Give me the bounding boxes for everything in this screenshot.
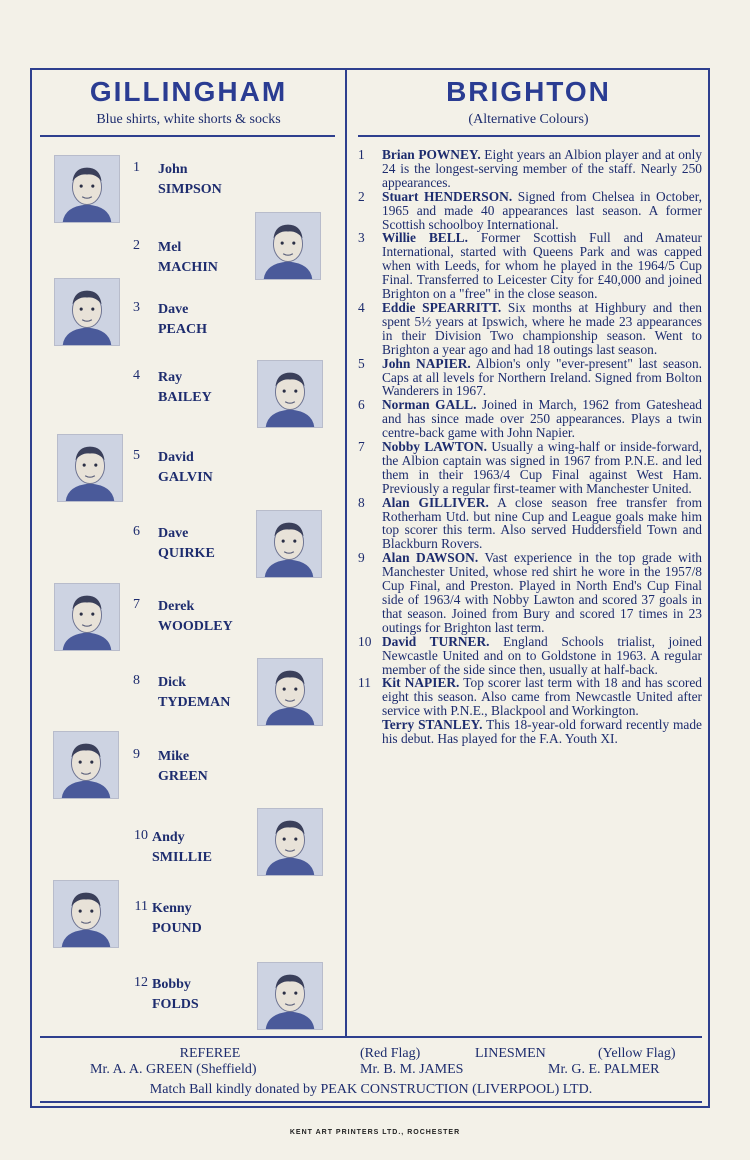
home-player-number: 8 <box>133 673 140 688</box>
player-photo-folds <box>257 962 323 1030</box>
home-player-name: Dave QUIRKE <box>158 526 215 561</box>
linesman-2: Mr. G. E. PALMER <box>548 1062 660 1077</box>
home-player-number: 11 <box>134 899 148 914</box>
player-photo-simpson <box>54 155 120 223</box>
home-player-number: 9 <box>133 747 140 762</box>
home-player-name: Ray BAILEY <box>158 370 212 405</box>
away-player-notes <box>356 148 702 746</box>
player-note: 6 Norman GALL. Joined in March, 1962 from Gateshead and has since made over 250 appearances. Plays a twin centre-back game with John Napier. <box>358 397 702 441</box>
player-note: 2 Stuart HENDERSON. Signed from Chelsea in October, 1965 and made 40 appearances last season. A former Scottish schoolboy International. <box>358 188 702 232</box>
player-note: 4 Eddie SPEARRITT. Six months at Highbury and then spent 5½ years at Ipswich, where he made 23 appearances in their Division Two championship season. Went to Brighton a year ago and had 18 outings last season. <box>358 299 702 357</box>
player-photo-smillie <box>257 808 323 876</box>
player-note: 1 Brian POWNEY. Eight years an Albion player and at only 24 is the longest-serving member of the staff. Nearly 250 appearances. <box>358 147 702 190</box>
home-player-number: 1 <box>133 160 140 175</box>
home-team-title: GILLINGHAM <box>89 76 288 107</box>
referee-name: Mr. A. A. GREEN (Sheffield) <box>90 1062 257 1077</box>
home-player-name: Dave PEACH <box>158 302 207 337</box>
home-player-name: David GALVIN <box>158 450 213 485</box>
player-note: 7 Nobby LAWTON. Usually a wing-half or inside-forward, the Albion captain was signed in 1967 from P.N.E. and led them in their 1963/4 Cup Final against West Ham. Previously a regular first-teamer with Manchester United. <box>358 439 702 496</box>
linesmen-label: LINESMEN <box>475 1046 546 1061</box>
away-team-title: BRIGHTON <box>446 76 611 107</box>
officials-rule <box>40 1036 702 1038</box>
player-photo-woodley <box>54 583 120 651</box>
away-header-rule <box>358 135 700 137</box>
player-photo-bailey <box>257 360 323 428</box>
home-player-number: 4 <box>133 368 140 383</box>
player-photo-pound <box>53 880 119 948</box>
home-player-number: 5 <box>133 448 140 463</box>
player-photo-quirke <box>256 510 322 578</box>
yellow-flag-label: (Yellow Flag) <box>598 1046 676 1061</box>
column-divider <box>345 68 347 1036</box>
home-player-number: 3 <box>133 300 140 315</box>
printer-credit: KENT ART PRINTERS LTD., ROCHESTER <box>289 1129 461 1136</box>
home-player-number: 12 <box>134 975 148 990</box>
home-player-name: Kenny POUND <box>152 901 202 936</box>
home-team-colours: Blue shirts, white shorts & socks <box>96 112 281 127</box>
linesman-1: Mr. B. M. JAMES <box>360 1062 464 1077</box>
home-player-name: Mel MACHIN <box>158 240 218 275</box>
player-photo-tydeman <box>257 658 323 726</box>
home-player-number: 6 <box>133 524 140 539</box>
referee-label: REFEREE <box>179 1046 241 1061</box>
player-note: Terry STANLEY. This 18-year-old forward recently made his debut. Has played for the F.A. Youth XI. <box>382 717 703 747</box>
player-note: 9 Alan DAWSON. Vast experience in the top grade with Manchester United, whose red shirt he wore in the 1957/8 Cup Final, and Preston. Played in North End's Cup Final side of 1963/4 with Nobby Lawton and scored 37 goals in that season. Joined from Bury and scored 17 times in 23 outings for Brighton last term. <box>358 550 702 635</box>
home-player-name: Mike GREEN <box>158 749 208 784</box>
home-player-name: Dick TYDEMAN <box>158 675 231 710</box>
home-player-number: 10 <box>134 828 148 843</box>
home-player-number: 2 <box>133 238 140 253</box>
home-player-name: Derek WOODLEY <box>158 599 233 634</box>
player-note: 8 Alan GILLIVER. A close season free transfer from Rotherham Utd. but nine Cup and League goals make him top scorer this term. Also served Huddersfield Town and Blackburn Rovers. <box>358 494 702 552</box>
player-note: 3 Willie BELL. Former Scottish Full and Amateur International, started with Queens Park and was capped when with Leeds, for whom he played in the 1964/5 Cup Final. Transferred to Leicester City for £40,000 and joined Brighton on a "free" in the close season. <box>358 230 702 302</box>
player-photo-peach <box>54 278 120 346</box>
player-note: 5 John NAPIER. Albion's only "ever-present" last season. Caps at all levels for Northern Ireland. Signed from Bolton Wanderers in 1967. <box>358 355 702 399</box>
player-note: 11 Kit NAPIER. Top scorer last term with 18 and has scored eight this season. Also came from Newcastle United after service with P.N.E., Blackpool and Workington. <box>358 675 703 719</box>
home-player-number: 7 <box>133 597 140 612</box>
red-flag-label: (Red Flag) <box>360 1046 421 1061</box>
home-player-name: John SIMPSON <box>158 162 222 197</box>
player-photo-galvin <box>57 434 123 502</box>
match-ball-sponsor: Match Ball kindly donated by PEAK CONSTRUCTION (LIVERPOOL) LTD. <box>149 1082 593 1097</box>
home-player-name: Andy SMILLIE <box>152 830 212 865</box>
home-player-name: Bobby FOLDS <box>152 977 199 1012</box>
player-photo-machin <box>255 212 321 280</box>
player-note: 10 David TURNER. England Schools trialist, joined Newcastle United and on to Goldstone in 1963. A regular member of the side since then, usually at half-back. <box>358 633 702 677</box>
home-header-rule <box>40 135 335 137</box>
away-team-colours: (Alternative Colours) <box>468 112 589 127</box>
player-photo-green <box>53 731 119 799</box>
footer-rule <box>40 1101 702 1103</box>
